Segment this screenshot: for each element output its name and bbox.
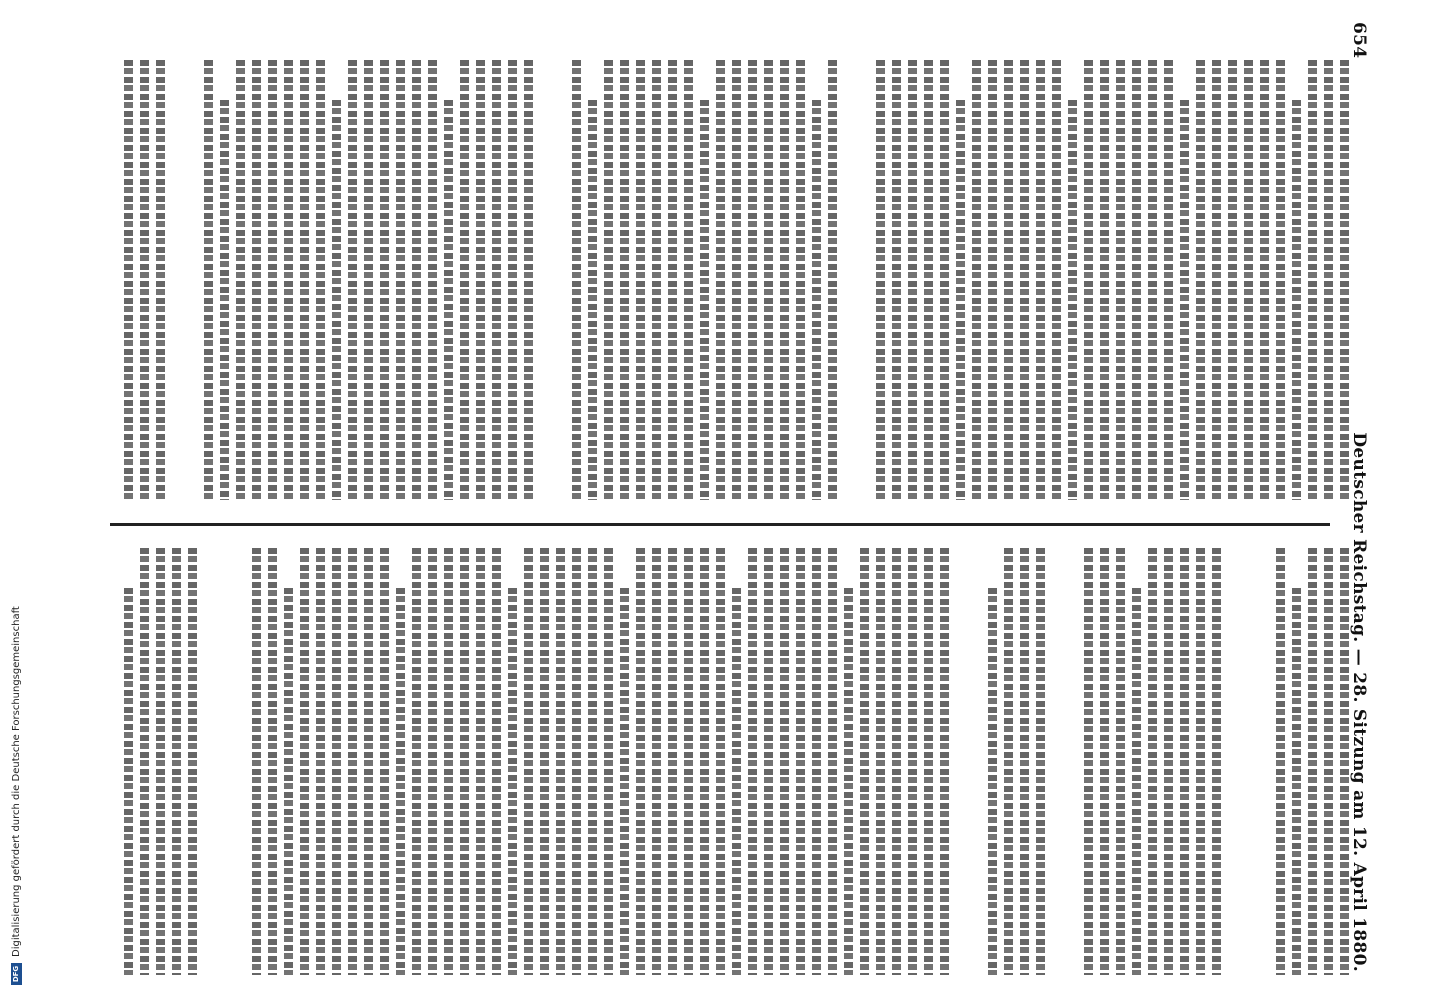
page-number: 654 xyxy=(1349,22,1369,59)
text-line-placeholder xyxy=(892,548,901,975)
text-line-placeholder xyxy=(1004,548,1013,975)
text-line-placeholder xyxy=(604,60,613,500)
text-line-placeholder xyxy=(732,60,741,500)
text-line-placeholder xyxy=(1116,548,1125,975)
text-line-placeholder xyxy=(652,548,661,975)
text-line-placeholder xyxy=(780,548,789,975)
page-footer xyxy=(8,565,24,985)
text-line-placeholder xyxy=(348,548,357,975)
text-line-placeholder xyxy=(1180,548,1189,975)
text-line-placeholder xyxy=(1164,60,1173,500)
text-line-placeholder xyxy=(316,548,325,975)
text-line-placeholder xyxy=(988,60,997,500)
text-line-placeholder xyxy=(508,588,517,975)
text-line-placeholder xyxy=(652,60,661,500)
text-line-placeholder xyxy=(716,548,725,975)
text-line-placeholder xyxy=(284,588,293,975)
text-line-placeholder xyxy=(636,548,645,975)
text-line-placeholder xyxy=(1084,548,1093,975)
text-line-placeholder xyxy=(1340,60,1349,500)
text-line-placeholder xyxy=(1276,548,1285,975)
text-line-placeholder xyxy=(892,60,901,500)
text-line-placeholder xyxy=(924,60,933,500)
text-line-placeholder xyxy=(1292,100,1301,500)
text-line-placeholder xyxy=(1084,60,1093,500)
text-line-placeholder xyxy=(1260,60,1269,500)
text-line-placeholder xyxy=(1276,60,1285,500)
text-line-placeholder xyxy=(1308,60,1317,500)
text-line-placeholder xyxy=(1116,60,1125,500)
text-line-placeholder xyxy=(204,60,213,500)
text-line-placeholder xyxy=(908,548,917,975)
text-line-placeholder xyxy=(1148,548,1157,975)
text-line-placeholder xyxy=(940,60,949,500)
text-line-placeholder xyxy=(956,100,965,500)
page-header xyxy=(1346,22,1372,972)
text-line-placeholder xyxy=(1228,60,1237,500)
text-line-placeholder xyxy=(460,548,469,975)
text-line-placeholder xyxy=(812,548,821,975)
text-line-placeholder xyxy=(1324,60,1333,500)
text-line-placeholder xyxy=(284,60,293,500)
text-line-placeholder xyxy=(1036,548,1045,975)
text-line-placeholder xyxy=(556,548,565,975)
text-line-placeholder xyxy=(380,548,389,975)
text-line-placeholder xyxy=(300,60,309,500)
text-line-placeholder xyxy=(1068,100,1077,500)
text-line-placeholder xyxy=(396,588,405,975)
text-line-placeholder xyxy=(1196,548,1205,975)
text-line-placeholder xyxy=(1212,60,1221,500)
text-line-placeholder xyxy=(444,100,453,500)
text-line-placeholder xyxy=(796,60,805,500)
text-line-placeholder xyxy=(348,60,357,500)
column-divider xyxy=(110,523,1330,526)
text-line-placeholder xyxy=(876,60,885,500)
text-line-placeholder xyxy=(1132,588,1141,975)
text-line-placeholder xyxy=(1324,548,1333,975)
text-line-placeholder xyxy=(1196,60,1205,500)
text-line-placeholder xyxy=(572,548,581,975)
text-line-placeholder xyxy=(140,548,149,975)
text-line-placeholder xyxy=(604,548,613,975)
text-line-placeholder xyxy=(476,60,485,500)
text-line-placeholder xyxy=(940,548,949,975)
text-line-placeholder xyxy=(1180,100,1189,500)
text-line-placeholder xyxy=(1100,60,1109,500)
text-line-placeholder xyxy=(444,548,453,975)
text-line-placeholder xyxy=(1036,60,1045,500)
text-line-placeholder xyxy=(252,548,261,975)
text-line-placeholder xyxy=(540,548,549,975)
text-line-placeholder xyxy=(412,548,421,975)
text-line-placeholder xyxy=(220,100,229,500)
text-line-placeholder xyxy=(636,60,645,500)
text-line-placeholder xyxy=(1100,548,1109,975)
text-line-placeholder xyxy=(1052,60,1061,500)
text-line-placeholder xyxy=(172,548,181,975)
text-line-placeholder xyxy=(876,548,885,975)
text-line-placeholder xyxy=(908,60,917,500)
text-line-placeholder xyxy=(668,548,677,975)
text-line-placeholder xyxy=(1148,60,1157,500)
text-line-placeholder xyxy=(396,60,405,500)
text-line-placeholder xyxy=(380,60,389,500)
text-line-placeholder xyxy=(588,548,597,975)
text-line-placeholder xyxy=(1340,548,1349,975)
text-line-placeholder xyxy=(748,548,757,975)
text-line-placeholder xyxy=(844,588,853,975)
text-line-placeholder xyxy=(684,60,693,500)
text-line-placeholder xyxy=(156,548,165,975)
text-line-placeholder xyxy=(700,100,709,500)
text-line-placeholder xyxy=(1244,60,1253,500)
text-line-placeholder xyxy=(716,60,725,500)
text-line-placeholder xyxy=(332,548,341,975)
text-line-placeholder xyxy=(300,548,309,975)
text-line-placeholder xyxy=(364,548,373,975)
text-line-placeholder xyxy=(924,548,933,975)
text-line-placeholder xyxy=(1308,548,1317,975)
text-line-placeholder xyxy=(972,60,981,500)
dfg-logo: DFG xyxy=(11,963,22,985)
text-line-placeholder xyxy=(780,60,789,500)
text-line-placeholder xyxy=(620,60,629,500)
text-line-placeholder xyxy=(188,548,197,975)
text-line-placeholder xyxy=(1004,60,1013,500)
text-line-placeholder xyxy=(428,60,437,500)
text-line-placeholder xyxy=(828,60,837,500)
text-line-placeholder xyxy=(124,588,133,975)
text-line-placeholder xyxy=(764,548,773,975)
text-line-placeholder xyxy=(812,100,821,500)
text-line-placeholder xyxy=(412,60,421,500)
text-line-placeholder xyxy=(1020,60,1029,500)
text-line-placeholder xyxy=(668,60,677,500)
text-line-placeholder xyxy=(1020,548,1029,975)
text-line-placeholder xyxy=(1164,548,1173,975)
text-line-placeholder xyxy=(764,60,773,500)
text-line-placeholder xyxy=(1292,588,1301,975)
text-line-placeholder xyxy=(476,548,485,975)
text-line-placeholder xyxy=(988,588,997,975)
text-line-placeholder xyxy=(828,548,837,975)
text-line-placeholder xyxy=(1132,60,1141,500)
text-line-placeholder xyxy=(460,60,469,500)
text-line-placeholder xyxy=(748,60,757,500)
text-line-placeholder xyxy=(796,548,805,975)
text-line-placeholder xyxy=(732,588,741,975)
text-line-placeholder xyxy=(620,588,629,975)
text-line-placeholder xyxy=(268,60,277,500)
text-line-placeholder xyxy=(684,548,693,975)
text-line-placeholder xyxy=(524,548,533,975)
text-line-placeholder xyxy=(124,60,133,500)
text-line-placeholder xyxy=(140,60,149,500)
text-line-placeholder xyxy=(572,60,581,500)
footer-text: Digitalisierung gefördert durch die Deutsche Forschungsgemeinschaft xyxy=(10,606,22,957)
text-line-placeholder xyxy=(332,100,341,500)
text-line-placeholder xyxy=(492,548,501,975)
text-line-placeholder xyxy=(588,100,597,500)
text-line-placeholder xyxy=(268,548,277,975)
text-line-placeholder xyxy=(492,60,501,500)
text-line-placeholder xyxy=(508,60,517,500)
text-line-placeholder xyxy=(1212,548,1221,975)
text-line-placeholder xyxy=(700,548,709,975)
text-line-placeholder xyxy=(236,60,245,500)
text-line-placeholder xyxy=(316,60,325,500)
text-line-placeholder xyxy=(156,60,165,500)
text-line-placeholder xyxy=(428,548,437,975)
text-line-placeholder xyxy=(252,60,261,500)
text-line-placeholder xyxy=(860,548,869,975)
text-line-placeholder xyxy=(524,60,533,500)
text-line-placeholder xyxy=(364,60,373,500)
page-title: Deutscher Reichstag. — 28. Sitzung am 12. April 1880. xyxy=(1349,432,1369,972)
